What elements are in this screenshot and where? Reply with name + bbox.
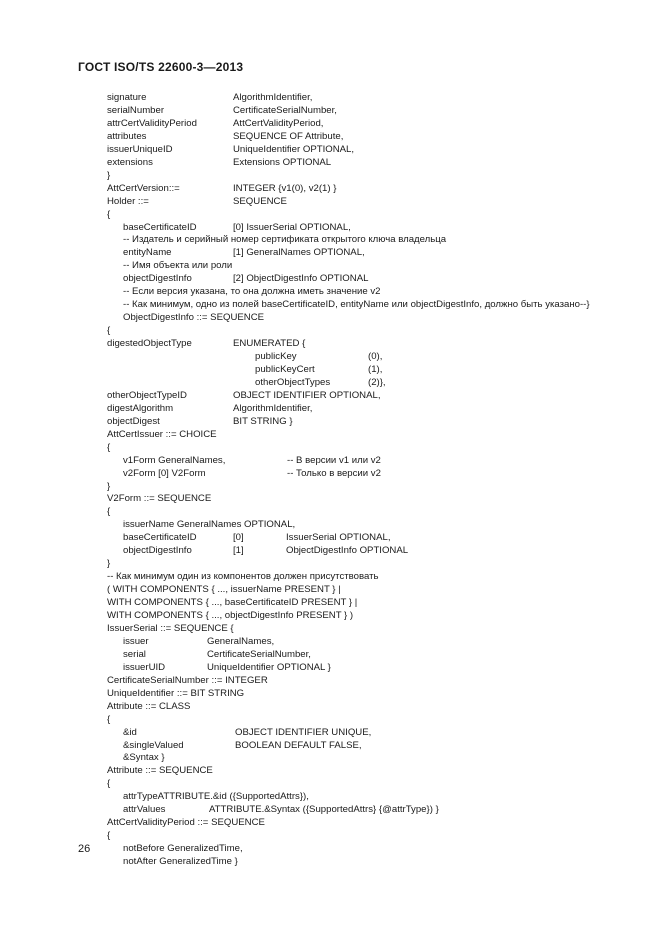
code-line-segment: AlgorithmIdentifier,	[233, 92, 313, 103]
code-line-segment: -- Как минимум один из компонентов должен присутствовать	[107, 571, 379, 583]
code-line-segment: {	[107, 208, 111, 220]
code-line-segment: (2)},	[368, 376, 386, 388]
code-line-segment: CertificateSerialNumber,	[207, 648, 311, 660]
code-line-segment: signature	[107, 92, 147, 103]
code-line-segment: {	[107, 506, 111, 518]
code-line-segment: OBJECT IDENTIFIER OPTIONAL,	[233, 389, 381, 401]
code-line-segment: [1] GeneralNames OPTIONAL,	[233, 247, 365, 259]
code-line-segment: otherObjectTypeID	[107, 389, 187, 401]
code-line-segment: -- Имя объекта или роли	[123, 260, 233, 272]
code-line-segment: -- Если версия указана, то она должна иметь значение v2	[123, 286, 381, 298]
code-line-segment: AlgorithmIdentifier,	[233, 402, 313, 414]
code-line-segment: {	[107, 778, 111, 790]
code-line-segment: digestAlgorithm	[107, 402, 174, 414]
code-line-segment: objectDigest	[107, 415, 160, 427]
code-line-segment: issuerUniqueID	[107, 143, 173, 155]
code-line-segment: (0),	[368, 351, 383, 362]
code-line-segment: {	[107, 441, 111, 453]
code-line-segment: ENUMERATED {	[233, 338, 306, 350]
code-line-segment: entityName	[123, 247, 172, 259]
code-line-segment: [2] ObjectDigestInfo OPTIONAL	[233, 273, 369, 285]
code-line-segment: WITH COMPONENTS { ..., baseCertificateID PRESENT } |	[107, 597, 358, 609]
code-line-segment: [1]	[233, 545, 244, 557]
code-line-segment: ATTRIBUTE.&Syntax ({SupportedAttrs} {@attrType}) }	[209, 804, 439, 816]
code-line-segment: issuer	[123, 635, 149, 647]
code-line-segment: {	[107, 325, 111, 337]
code-line-segment: -- Как минимум, одно из полей baseCertificateID, entityName или objectDigestInfo, должно быть указано--}	[123, 299, 590, 311]
code-line-segment: attributes	[107, 130, 147, 142]
code-line-segment: attrValues	[123, 804, 166, 816]
code-line-segment: &id	[123, 726, 137, 738]
code-line-segment: objectDigestInfo	[123, 545, 192, 557]
code-line-segment: BOOLEAN DEFAULT FALSE,	[235, 739, 362, 751]
code-line-segment: ObjectDigestInfo OPTIONAL	[286, 545, 409, 557]
code-line-segment: CertificateSerialNumber,	[233, 104, 337, 116]
code-line-segment: CertificateSerialNumber ::= INTEGER	[107, 674, 268, 686]
code-line-segment: OBJECT IDENTIFIER UNIQUE,	[235, 726, 372, 738]
code-line-segment: }	[107, 558, 111, 570]
code-line-segment: issuerUID	[123, 661, 166, 673]
code-line-segment: Attribute ::= SEQUENCE	[107, 765, 213, 777]
code-line-segment: AttCertValidityPeriod,	[233, 117, 324, 129]
code-line-segment: notAfter GeneralizedTime }	[123, 856, 238, 868]
code-line-segment: ObjectDigestInfo ::= SEQUENCE	[123, 312, 265, 324]
page-number: 26	[78, 843, 91, 855]
code-line-segment: digestedObjectType	[107, 338, 192, 350]
code-line-segment: baseCertificateID	[123, 221, 197, 233]
code-line-segment: v2Form [0] V2Form	[123, 467, 206, 479]
code-line-segment: V2Form ::= SEQUENCE	[107, 493, 212, 505]
code-line-segment: publicKey	[255, 351, 297, 362]
code-line-segment: [0] IssuerSerial OPTIONAL,	[233, 221, 351, 233]
code-line-segment: WITH COMPONENTS { ..., objectDigestInfo PRESENT } )	[107, 610, 354, 621]
code-line-segment: -- Издатель и серийный номер сертификата открытого ключа владельца	[123, 234, 447, 246]
code-line-segment: UniqueIdentifier ::= BIT STRING	[107, 687, 245, 699]
code-line-segment: extensions	[107, 156, 153, 168]
code-line-segment: objectDigestInfo	[123, 273, 192, 285]
code-line-segment: issuerName GeneralNames OPTIONAL,	[123, 519, 296, 531]
code-line-segment: otherObjectTypes	[255, 376, 331, 388]
code-line-segment: BIT STRING }	[233, 415, 293, 427]
code-line-segment: v1Form GeneralNames,	[123, 454, 226, 466]
code-line-segment: attrTypeATTRIBUTE.&id ({SupportedAttrs}),	[123, 791, 309, 803]
code-line-segment: serial	[123, 648, 146, 660]
code-line-segment: baseCertificateID	[123, 532, 197, 544]
code-line-segment: GeneralNames,	[207, 635, 275, 647]
code-line-segment: {	[107, 713, 111, 725]
code-line-segment: -- В версии v1 или v2	[287, 454, 381, 466]
code-line-segment: serialNumber	[107, 104, 165, 116]
code-line-segment: IssuerSerial ::= SEQUENCE {	[107, 622, 234, 634]
code-line-segment: IssuerSerial OPTIONAL,	[286, 532, 391, 544]
code-line-segment: publicKeyCert	[255, 363, 315, 375]
code-line-segment: &singleValued	[123, 739, 184, 751]
code-line-segment: -- Только в версии v2	[287, 467, 381, 479]
code-line-segment: attrCertValidityPeriod	[107, 117, 197, 129]
code-line-segment: [0]	[233, 532, 244, 544]
code-line-segment: AttCertValidityPeriod ::= SEQUENCE	[107, 817, 265, 829]
code-line-segment: UniqueIdentifier OPTIONAL,	[233, 143, 355, 155]
code-line-segment: }	[107, 480, 111, 492]
code-line-segment: SEQUENCE	[233, 195, 287, 207]
code-line-segment: SEQUENCE OF Attribute,	[233, 130, 344, 142]
code-line-segment: Holder ::=	[107, 195, 149, 207]
code-line-segment: &Syntax }	[123, 752, 165, 764]
code-line-segment: INTEGER {v1(0), v2(1) }	[233, 182, 337, 194]
code-line-segment: {	[107, 830, 111, 842]
document-header: ГОСТ ISO/TS 22600-3—2013	[78, 60, 244, 74]
code-line-segment: Extensions OPTIONAL	[233, 156, 332, 168]
code-line-segment: AttCertIssuer ::= CHOICE	[107, 428, 217, 440]
code-line-segment: }	[107, 169, 111, 181]
code-line-segment: UniqueIdentifier OPTIONAL }	[207, 661, 331, 673]
code-line-segment: AttCertVersion::=	[107, 182, 180, 194]
code-line-segment: notBefore GeneralizedTime,	[123, 843, 243, 855]
code-line-segment: Attribute ::= CLASS	[107, 700, 191, 712]
code-line-segment: (1),	[368, 363, 383, 375]
code-line-segment: ( WITH COMPONENTS { ..., issuerName PRESENT } |	[107, 584, 341, 596]
